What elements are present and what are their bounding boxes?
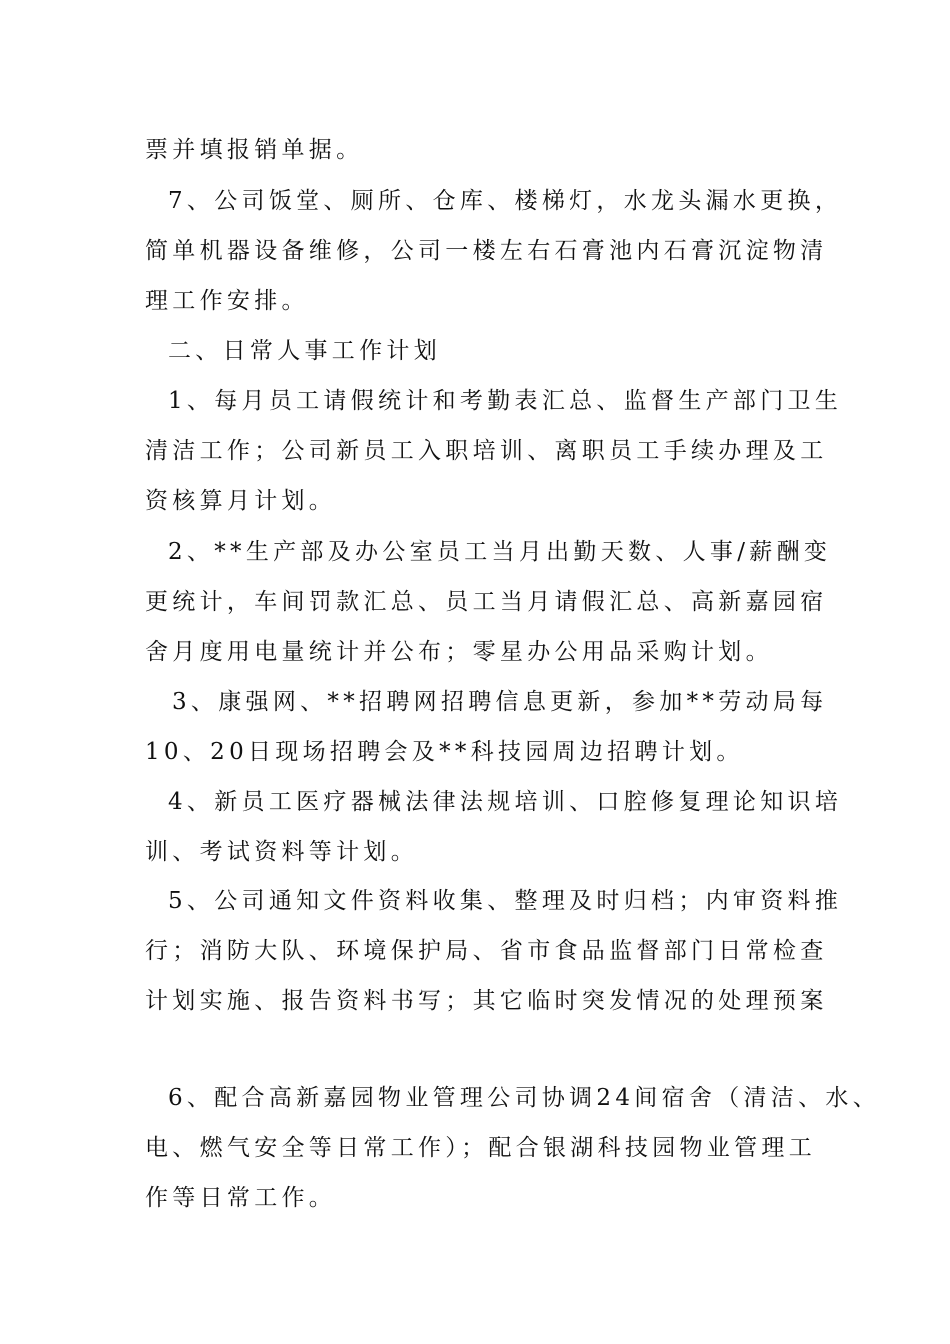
text-line: 3、康强网、**招聘网招聘信息更新，参加**劳动局每 [172, 689, 828, 715]
text-line: 舍月度用电量统计并公布；零星办公用品采购计划。 [145, 639, 773, 665]
text-line: 清洁工作；公司新员工入职培训、离职员工手续办理及工 [145, 438, 828, 464]
text-line: 6、配合高新嘉园物业管理公司协调24间宿舍（清洁、水、 [168, 1085, 880, 1111]
text-line: 1、每月员工请假统计和考勤表汇总、监督生产部门卫生 [168, 388, 843, 414]
text-line: 更统计，车间罚款汇总、员工当月请假汇总、高新嘉园宿 [145, 589, 828, 615]
text-line: 理工作安排。 [145, 288, 309, 314]
text-line: 7、公司饭堂、厕所、仓库、楼梯灯，水龙头漏水更换， [168, 188, 843, 214]
text-line: 计划实施、报告资料书写；其它临时突发情况的处理预案 [145, 988, 828, 1014]
text-line: 电、燃气安全等日常工作）；配合银湖科技园物业管理工 [145, 1135, 816, 1161]
text-line: 票并填报销单据。 [145, 137, 364, 163]
text-line: 5、公司通知文件资料收集、整理及时归档；内审资料推 [168, 888, 843, 914]
text-line: 行；消防大队、环境保护局、省市食品监督部门日常检查 [145, 938, 828, 964]
text-line: 2、**生产部及办公室员工当月出勤天数、人事/薪酬变 [168, 539, 832, 565]
text-line: 4、新员工医疗器械法律法规培训、口腔修复理论知识培 [168, 789, 843, 815]
text-line: 简单机器设备维修，公司一楼左右石膏池内石膏沉淀物清 [145, 238, 828, 264]
text-line: 训、考试资料等计划。 [145, 839, 418, 865]
section-heading: 二、日常人事工作计划 [168, 338, 441, 364]
text-line: 10、20日现场招聘会及**科技园周边招聘计划。 [145, 739, 744, 765]
text-line: 作等日常工作。 [145, 1185, 337, 1211]
text-line: 资核算月计划。 [145, 488, 337, 514]
